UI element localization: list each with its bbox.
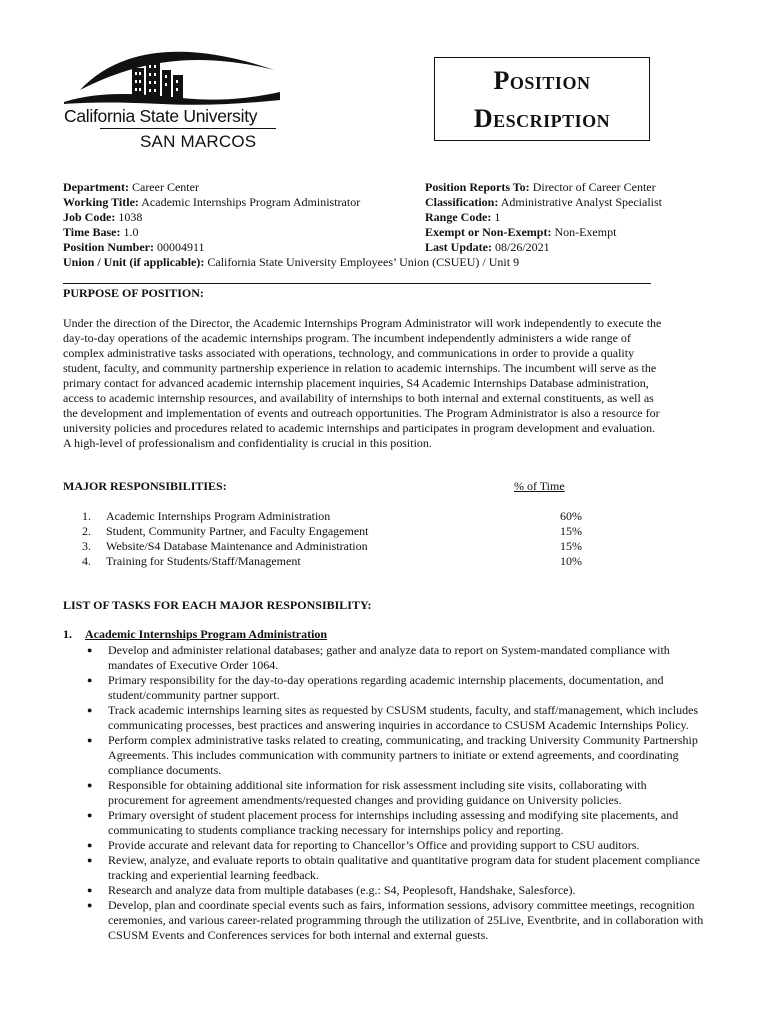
item-number: 2. (82, 524, 91, 538)
list-item (82, 524, 582, 539)
item-number: 4. (82, 554, 91, 568)
bullet-icon: ● (87, 855, 93, 865)
range-code-value: 1 (494, 210, 501, 224)
bullet-icon: ● (87, 645, 93, 655)
bullet-icon: ● (87, 900, 93, 910)
bullet-icon: ● (87, 735, 93, 745)
working-title-label: Working Title: (63, 195, 139, 209)
time-base-label: Time Base: (63, 225, 121, 239)
task-text: Develop and administer relational databases; gather and analyze data to report on System-mandated compliance with mandates of Executive Order 1064. (108, 643, 670, 672)
working-title-value: Academic Internships Program Administrator (141, 195, 361, 209)
bullet-icon: ● (87, 810, 93, 820)
university-name: California State University (64, 106, 258, 126)
reports-to-value: Director of Career Center (532, 180, 656, 194)
task-text: Provide accurate and relevant data for reporting to Chancellor’s Office and providing support to CSU auditors. (108, 838, 640, 852)
bullet-icon: ● (87, 705, 93, 715)
item-text: Website/S4 Database Maintenance and Administration (106, 539, 368, 553)
department-label: Department: (63, 180, 129, 194)
campus-skyline-icon (62, 40, 282, 110)
list-item (87, 778, 707, 808)
list-item (87, 883, 707, 898)
department-value: Career Center (131, 180, 199, 194)
list-item (87, 733, 707, 778)
range-code-label: Range Code: (425, 210, 492, 224)
exempt-label: Exempt or Non-Exempt: (425, 225, 552, 239)
position-number-label: Position Number: (63, 240, 154, 254)
bullet-icon: ● (87, 675, 93, 685)
time-base-value: 1.0 (123, 225, 139, 239)
percent-time-heading: % of Time (514, 479, 565, 493)
list-item (87, 898, 707, 943)
responsibilities-list (82, 509, 582, 569)
last-update-label: Last Update: (425, 240, 493, 254)
title-line-2: Description (473, 104, 611, 133)
item-number: 1. (82, 509, 91, 523)
task-text: Responsible for obtaining additional site information for risk assessment including site visits, collaborating with procurement for agreement amendments/requested changes and providing guidance on University policies. (108, 778, 647, 807)
task-list (87, 643, 707, 943)
responsibilities-heading: MAJOR RESPONSIBILITIES: (63, 479, 227, 493)
document-title-box (434, 57, 650, 141)
purpose-heading: PURPOSE OF POSITION: (63, 286, 204, 300)
item-percent: 60% (560, 509, 582, 523)
task-text: Perform complex administrative tasks related to creating, communicating, and tracking University Community Partnership Agreements. This includes communication with community partners to initiate or extend agreements, and coordinating compliance documents. (108, 733, 698, 777)
item-percent: 15% (560, 524, 582, 538)
item-percent: 15% (560, 539, 582, 553)
purpose-text: Under the direction of the Director, the Academic Internships Program Administrator will work independently to execute the day-to-day operations of the academic internships program. The incumbent independently administers a wide range of complex administrative tasks associated with operations, technology, and communications in order to provide a quality student, faculty, and community partnership experience in relation to academic internships. The incumbent will serve as the primary contact for advanced academic internship placement inquiries, S4 Academic Internships Database administration, access to academic internship resources, and availability of internships to both internal and external constituents, as well as the development and implementation of events and outreach opportunities. The Program Administrator is also a resource for university policies and procedures related to academic internships and participates in program development and evaluation. A high-level of professionalism and confidentiality is crucial in this position. (63, 316, 662, 450)
item-text: Student, Community Partner, and Faculty Engagement (106, 524, 369, 538)
list-item (87, 838, 707, 853)
task-text: Research and analyze data from multiple databases (e.g.: S4, Peoplesoft, Handshake, Salesforce). (108, 883, 576, 897)
position-metadata (63, 180, 663, 270)
classification-value: Administrative Analyst Specialist (500, 195, 663, 209)
task-text: Develop, plan and coordinate special events such as fairs, information sessions, advisory committee meetings, recognition ceremonies, and various career-related programming through the utilization of 25Live, Eventbrite, and in collaboration with CSUSM Events and Conferences services for both internal and external guests. (108, 898, 704, 942)
position-number-value: 00004911 (157, 240, 205, 254)
item-number: 3. (82, 539, 91, 553)
list-item (82, 554, 582, 569)
campus-name: SAN MARCOS (140, 132, 257, 151)
union-label: Union / Unit (if applicable): (63, 255, 205, 269)
bullet-icon: ● (87, 840, 93, 850)
section-divider (63, 283, 651, 284)
title-line-1: Position (493, 66, 591, 95)
task-text: Track academic internships learning sites as requested by CSUSM students, faculty, and staff/management, which includes communicating processes, best practices and answering inquiries in accordance to CSUSM Academic Internships Policy. (108, 703, 699, 732)
exempt-value: Non-Exempt (554, 225, 617, 239)
item-percent: 10% (560, 554, 582, 568)
bullet-icon: ● (87, 780, 93, 790)
reports-to-label: Position Reports To: (425, 180, 530, 194)
university-logo (62, 40, 282, 155)
task-section-number: 1. (63, 627, 72, 641)
job-code-label: Job Code: (63, 210, 116, 224)
bullet-icon: ● (87, 885, 93, 895)
last-update-value: 08/26/2021 (495, 240, 550, 254)
tasks-heading: LIST OF TASKS FOR EACH MAJOR RESPONSIBILITY: (63, 598, 372, 612)
union-value: California State University Employees’ Union (CSUEU) / Unit 9 (207, 255, 520, 269)
list-item (82, 539, 582, 554)
task-text: Review, analyze, and evaluate reports to obtain qualitative and quantitative program data for student placement compliance tracking and experiential learning feedback. (108, 853, 700, 882)
list-item (87, 703, 707, 733)
job-code-value: 1038 (118, 210, 143, 224)
list-item (87, 808, 707, 838)
classification-label: Classification: (425, 195, 499, 209)
task-text: Primary oversight of student placement process for internships including assessing and modifying site placements, and communicating to students compliance tracking necessary for internships policy and reporting. (108, 808, 679, 837)
list-item (87, 673, 707, 703)
logo-rule (100, 128, 276, 129)
list-item (82, 509, 582, 524)
task-section-name: Academic Internships Program Administration (85, 627, 328, 641)
item-text: Academic Internships Program Administration (106, 509, 331, 523)
list-item (87, 853, 707, 883)
item-text: Training for Students/Staff/Management (106, 554, 301, 568)
task-section-title (63, 627, 327, 642)
task-text: Primary responsibility for the day-to-day operations regarding academic internship placements, documentation, and student/community partner support. (108, 673, 664, 702)
list-item (87, 643, 707, 673)
